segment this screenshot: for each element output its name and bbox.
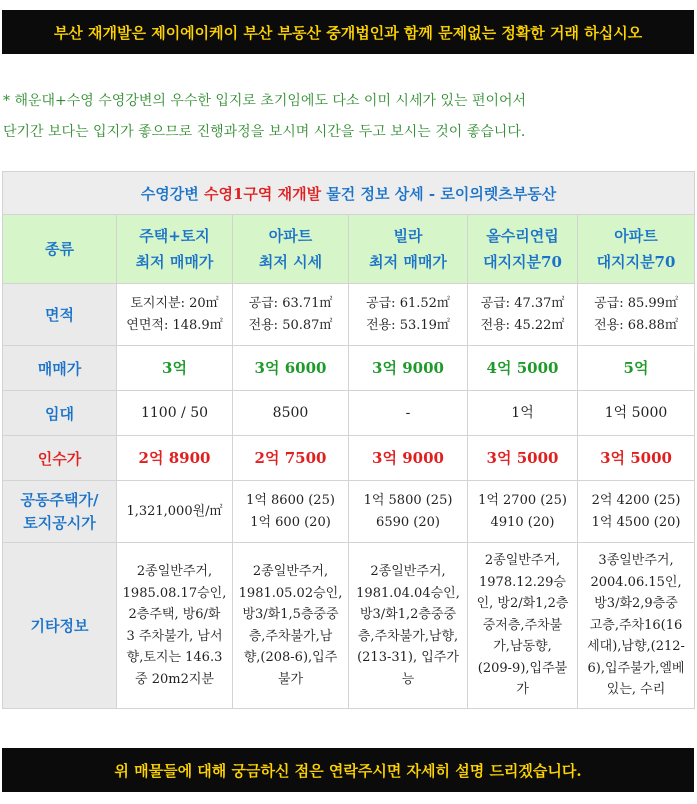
listing-table [2,171,695,709]
column-header-line1: 빌라 [393,227,423,245]
other-info-line: 층,주차불가,남 [248,628,333,644]
sale-price: 5억 [578,346,695,391]
rent-value: 8500 [233,391,349,436]
public-price-line1: 1억 2700 (25) [478,492,567,508]
column-header-line2: 대지지분70 [596,253,676,271]
acquisition-price: 3억 5000 [578,436,695,481]
listing-table-wrapper [2,171,694,709]
other-info-line: 세대),남향,(212- [587,639,685,655]
other-info-line: 1985.08.17승인, [122,585,227,601]
other-info-line: 2종일반주거, [252,564,329,579]
other-info-line: 3종일반주거, [598,553,674,569]
area-line2: 전용: 68.88㎡ [594,317,678,333]
other-info-line: 1981.05.02승인, [238,585,343,601]
area-line2: 연면적: 148.9㎡ [126,317,223,333]
other-info-line: 인, 방2/화1,2층 [476,596,569,612]
acquisition-label: 인수가 [3,436,117,481]
other-info-line: 가 [516,682,529,698]
other-info-cell [349,543,468,709]
intro-text [3,86,693,148]
public-price-line2: 1억 4500 (20) [591,514,681,530]
other-info-line: 2종일반주거, [370,564,446,579]
table-title-part3: 물건 정보 상세 - 로이의렛츠부동산 [321,184,557,203]
area-label: 면적 [3,284,117,346]
area-line2: 전용: 45.22㎡ [480,317,565,333]
acquisition-price: 3억 9000 [349,436,468,481]
other-info-line: 방3/화1,5층중중 [242,607,339,622]
other-info-line: 능 [401,671,415,687]
bottom-banner [2,748,694,792]
other-info-line: 2종일반주거, [136,564,213,579]
rent-value: - [349,391,468,436]
public-price-line1: 1억 5800 (25) [363,492,453,508]
public-price-line1: 1,321,000원/㎡ [126,503,223,519]
area-line1: 공급: 61.52㎡ [366,295,450,311]
other-info-line: 층,주차불가,남향, [357,628,459,644]
area-cell [468,284,578,346]
column-header [349,215,468,284]
other-info-line: 방3/화2,9층중 [594,596,678,612]
other-info-line: 2004.06.15인, [590,574,682,590]
other-info-row [3,543,695,709]
acquisition-price: 2억 8900 [117,436,233,481]
intro-line-2: 단기간 보다는 입지가 좋으므로 진행과정을 보시며 시간을 두고 보시는 것이 좋습니다. [3,124,526,140]
column-header-line1: 올수리연립 [486,227,559,245]
public-price-line2: 6590 (20) [376,514,440,530]
public-price-cell [117,481,233,543]
public-price-cell [349,481,468,543]
table-title [3,172,695,215]
area-cell [117,284,233,346]
other-info-line: 3 주차불가, 남서 [126,628,223,644]
rent-row [3,391,695,436]
rent-label: 임대 [3,391,117,436]
other-info-line: 중저층,주차불 [482,617,563,633]
public-price-label-line1: 공동주택가/ [20,490,99,509]
rent-value: 1억 5000 [578,391,695,436]
public-price-label [3,481,117,543]
table-title-part2: 수영1구역 재개발 [203,184,322,203]
public-price-cell [233,481,349,543]
other-info-line: 향,토지는 146.3 [126,650,223,665]
other-info-cell [233,543,349,709]
other-info-line: 향,(208-6),입주 [243,650,338,665]
column-header-line1: 아파트 [268,227,313,245]
table-title-row [3,172,695,215]
other-info-line: 있는, 수리 [606,682,666,698]
other-info-label: 기타정보 [3,543,117,709]
column-header-line2: 최저 시세 [258,253,323,271]
other-info-cell [117,543,233,709]
column-header [468,215,578,284]
public-price-line2: 4910 (20) [490,514,555,530]
column-header-row [3,215,695,284]
other-info-line: 불가 [277,671,304,687]
acquisition-price: 3억 5000 [468,436,578,481]
other-info-cell [578,543,695,709]
table-title-part1: 수영강변 [140,184,204,203]
rent-value: 1100 / 50 [117,391,233,436]
area-line1: 토지지분: 20㎡ [130,295,219,311]
column-header [233,215,349,284]
column-header-line2: 최저 매매가 [369,253,447,271]
intro-line-1: * 해운대+수영 수영강변의 우수한 입지로 초기임에도 다소 이미 시세가 있는 편이어서 [3,93,527,109]
public-price-line2: 1억 600 (20) [250,514,331,530]
sale-price: 3억 [117,346,233,391]
area-line1: 공급: 85.99㎡ [594,295,678,311]
area-row [3,284,695,346]
sale-price: 3억 9000 [349,346,468,391]
bottom-banner-text: 위 매물들에 대해 궁금하신 점은 연락주시면 자세히 설명 드리겠습니다. [114,761,582,780]
public-price-line1: 2억 4200 (25) [591,492,681,508]
rent-value: 1억 [468,391,578,436]
sale-row [3,346,695,391]
column-header-line1: 아파트 [614,227,658,245]
other-info-line: 6),입주불가,엘베 [587,660,685,676]
column-header [117,215,233,284]
area-cell [349,284,468,346]
public-price-label-line2: 토지공시가 [23,513,96,532]
area-line2: 전용: 53.19㎡ [366,317,450,333]
sale-price: 4억 5000 [468,346,578,391]
other-info-cell [468,543,578,709]
area-line2: 전용: 50.87㎡ [248,317,333,333]
other-info-line: 1978.12.29승 [479,574,566,590]
other-info-line: 1981.04.04승인, [356,585,460,601]
sale-price: 3억 6000 [233,346,349,391]
column-header [578,215,695,284]
column-header-line2: 최저 매매가 [135,253,214,271]
acquisition-row [3,436,695,481]
other-info-line: (209-9),입주불 [477,660,568,676]
area-line1: 공급: 47.37㎡ [480,295,565,311]
area-line1: 공급: 63.71㎡ [248,295,333,311]
public-price-cell [468,481,578,543]
type-label: 종류 [3,215,117,284]
public-price-cell [578,481,695,543]
other-info-line: 고층,주차16(16 [589,617,683,633]
column-header-line2: 대지지분70 [483,253,562,271]
public-price-row [3,481,695,543]
other-info-line: 2종일반주거, [484,553,561,569]
top-banner-text: 부산 재개발은 제이에이케이 부산 부동산 중개법인과 함께 문제없는 정확한 거래 하십시오 [53,23,643,42]
other-info-line: (213-31), 입주가 [357,650,459,665]
top-banner [2,10,694,54]
other-info-line: 가,남동향, [493,639,552,655]
other-info-line: 방3/화1,2층중중 [359,607,457,622]
area-cell [233,284,349,346]
other-info-line: 중 20m2지분 [135,671,214,687]
area-cell [578,284,695,346]
sale-label: 매매가 [3,346,117,391]
other-info-line: 2층주택, 방6/화 [128,607,221,622]
public-price-line1: 1억 8600 (25) [246,492,335,508]
acquisition-price: 2억 7500 [233,436,349,481]
column-header-line1: 주택+토지 [139,227,210,245]
